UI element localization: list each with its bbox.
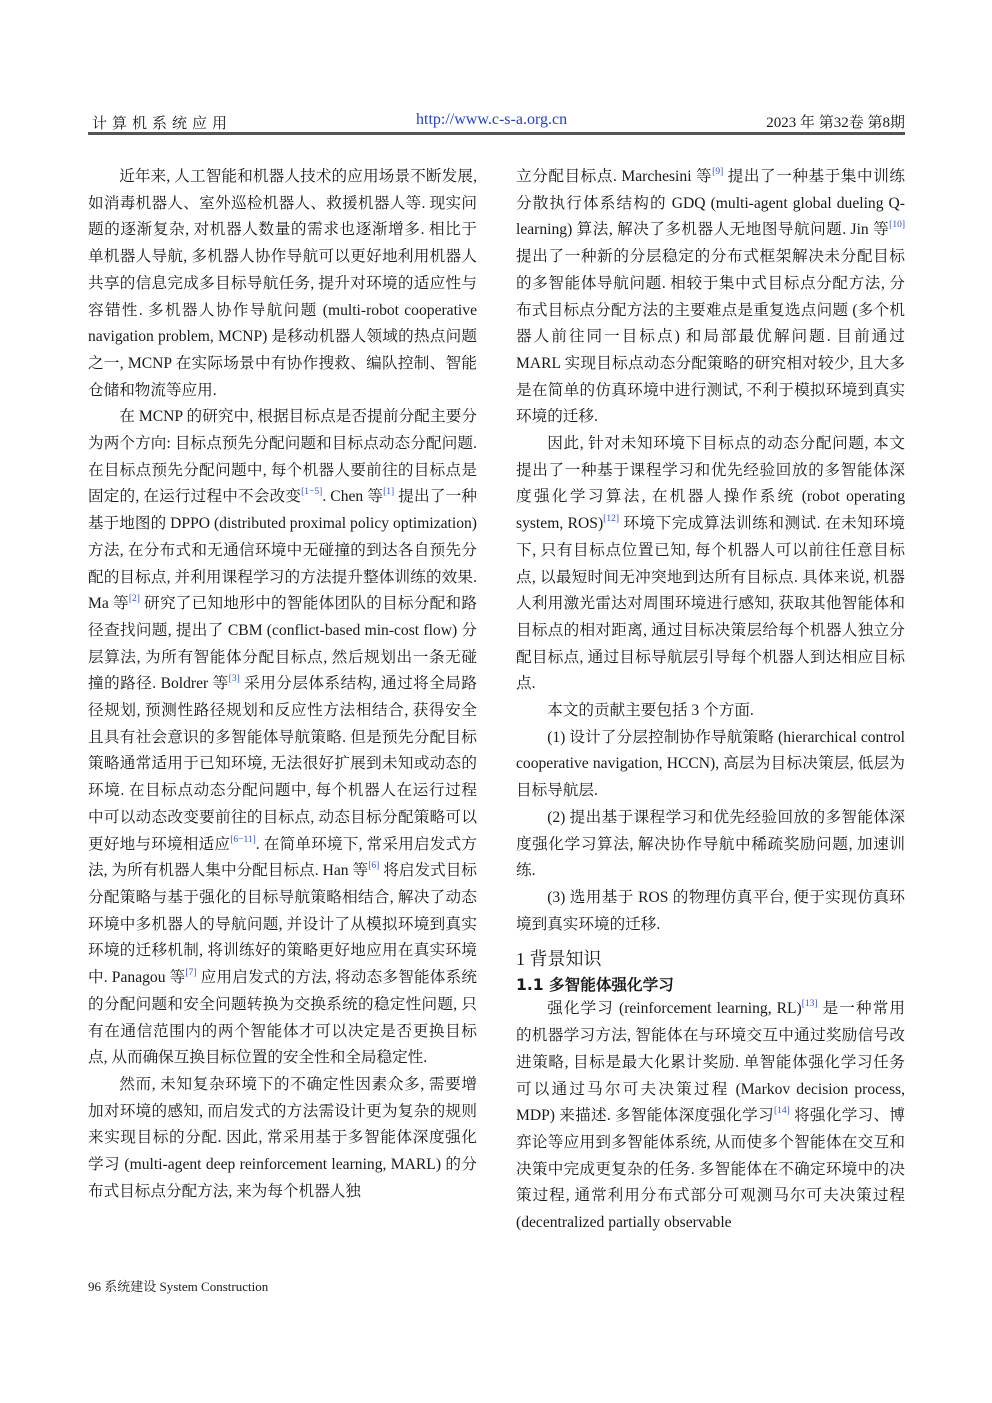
paragraph-text: 因此, 针对未知环境下目标点的动态分配问题, 本文提出了一种基于课程学习和优先经验回放的多智能体深度强化学习算法, 在机器人操作系统 (robot operating system, ROS) (516, 435, 905, 533)
paragraph-text: (2) 提出基于课程学习和优先经验回放的多智能体深度强化学习算法, 解决协作导航中稀疏奖励问题, 加速训练. (516, 808, 905, 880)
paragraph-text: . Chen 等 (322, 488, 384, 506)
paragraph (516, 885, 905, 938)
paragraph-text: 在 MCNP 的研究中, 根据目标点是否提前分配主要分为两个方向: 目标点预先分配问题和目标点动态分配问题. 在目标点预先分配问题中, 每个机器人要前往的目标点是固定的, 在运行过程中不会改变 (88, 408, 477, 506)
citation-link[interactable]: [1] (383, 487, 395, 498)
subsection-heading: 1.1 多智能体强化学习 (516, 976, 674, 995)
paragraph-text: 本文的贡献主要包括 3 个方面. (547, 702, 754, 720)
journal-name: 计算机系统应用 (92, 116, 233, 132)
paragraph-text: 立分配目标点. Marchesini 等 (516, 168, 713, 185)
paragraph (88, 1072, 477, 1206)
paragraph-text: 提出了一种新的分层稳定的分布式框架解决未分配目标的多智能体导航问题. 相较于集中式目标点分配方法, 分布式目标点分配方法的主要难点是重复选点问题 (多个机器人前往同一目标点) 和局部最优解问题. 目前通过 MARL 实现目标点动态分配策略的研究相对较少, 且大多是在简单的仿真环境中进行测试, 不利于模拟环境到真实环境的迁移. (516, 248, 905, 426)
citation-link[interactable]: [13] (801, 999, 818, 1010)
paragraph-text: 将强化学习、博弈论等应用到多智能体系统, 从而使多个智能体在交互和决策中完成更复杂的任务. 多智能体在不确定环境中的决策过程, 通常利用分布式部分可观测马尔可夫决策过程 (decentralized partially observable (516, 1107, 906, 1232)
paragraph-text: 是一种常用的机器学习方法, 智能体在与环境交互中通过奖励信号改进策略, 目标是最大化累计奖励. 单智能体强化学习任务可以通过马尔可夫决策过程 (Markov decision process, MDP) 来描述. 多智能体深度强化学习 (516, 1000, 905, 1125)
paragraph (516, 996, 905, 1236)
paragraph-text: 应用启发式的方法, 将动态多智能体系统的分配问题和安全问题转换为交换系统的稳定性问题, 只有在通信范围内的两个智能体才可以决定是否更换目标点, 从而确保互换目标位置的安全性和全局稳定性. (88, 969, 477, 1067)
right-column (516, 164, 905, 1237)
paragraph-text: 将启发式目标分配策略与基于强化的目标导航策略相结合, 解决了动态环境中多机器人的导航问题, 并设计了从模拟环境到真实环境的迁移机制, 将训练好的策略更好地应用在真实环境中. Panagou 等 (88, 862, 477, 987)
paragraph (88, 164, 477, 404)
paragraph (88, 404, 477, 1072)
paragraph (516, 164, 905, 431)
citation-link[interactable]: [6] (368, 861, 380, 872)
paragraph-text: . 在简单环境下, 常采用启发式方法, 为所有机器人集中分配目标点. Han 等 (88, 835, 477, 880)
issue-info: 2023 年 第32卷 第8期 (766, 115, 905, 131)
citation-link[interactable]: [6−11] (230, 834, 256, 845)
paragraph-text: 采用分层体系结构, 通过将全局路径规划, 预测性路径规划和反应性方法相结合, 获得安全且具有社会意识的多智能体导航策略. 但是预先分配目标策略通常适用于已知环境, 无法很好扩展到未知或动态的环境. 在目标点动态分配问题中, 每个机器人在运行过程中可以动态改变要前往的目标点, 动态目标分配策略可以更好地与环境相适应 (88, 675, 477, 853)
paragraph (516, 805, 905, 885)
citation-link[interactable]: [7] (185, 968, 197, 979)
section-heading: 1 背景知识 (516, 949, 602, 970)
header-rule (88, 132, 905, 135)
running-header (88, 110, 905, 132)
citation-link[interactable]: [12] (603, 514, 619, 525)
paragraph-text: 研究了已知地形中的智能体团队的目标分配和路径查找问题, 提出了 CBM (conflict-based min-cost flow) 分层算法, 为所有智能体分配目标点, 然后规划出一条无碰撞的路径. Boldrer 等 (88, 595, 477, 693)
citation-link[interactable]: [9] (712, 167, 724, 177)
citation-link[interactable]: [14] (773, 1106, 790, 1117)
paragraph (516, 698, 905, 725)
paragraph-text: 强化学习 (reinforcement learning, RL) (547, 1000, 802, 1018)
paragraph (516, 725, 905, 805)
journal-url-link[interactable]: http://www.c-s-a.org.cn (416, 111, 568, 128)
paragraph-text: 提出了一种基于集中训练分散执行体系结构的 GDQ (multi-agent global dueling Q-learning) 算法, 解决了多机器人无地图导航问题. Jin 等 (516, 168, 905, 239)
paragraph (516, 431, 905, 698)
paragraph-text: 近年来, 人工智能和机器人技术的应用场景不断发展, 如消毒机器人、室外巡检机器人、救援机器人等. 现实问题的逐渐复杂, 对机器人数量的需求也逐渐增多. 相比于单机器人导航, 多机器人协作导航可以更好地利用机器人共享的信息完成多目标导航任务, 提升对环境的适应性与容错性. 多机器人协作导航问题 (multi-robot cooperative navigation problem, MCNP) 是移动机器人领域的热点问题之一, MCNP 在实际场景中有协作搜救、编队控制、智能仓储和物流等应用. (88, 168, 477, 399)
paragraph-text: (1) 设计了分层控制协作导航策略 (hierarchical control cooperative navigation, HCCN), 高层为目标决策层, 低层为目标导航层. (516, 728, 905, 800)
paragraph-text: (3) 选用基于 ROS 的物理仿真平台, 便于实现仿真环境到真实环境的迁移. (516, 888, 905, 933)
paragraph-text: 提出了一种基于地图的 DPPO (distributed proximal policy optimization) 方法, 在分布式和无通信环境中无碰撞的到达各自预先分配的目标点, 并利用课程学习的方法提升整体训练的效果. Ma 等 (88, 488, 477, 613)
citation-link[interactable]: [3] (228, 674, 240, 685)
citation-link[interactable]: [1−5] (301, 487, 323, 498)
left-column (88, 164, 477, 1205)
paragraph-text: 然而, 未知复杂环境下的不确定性因素众多, 需要增加对环境的感知, 而启发式的方法需设计更为复杂的规则来实现目标的分配. 因此, 常采用基于多智能体深度强化学习 (multi-agent deep reinforcement learning, MARL) 的分布式目标点分配方法, 来为每个机器人独 (88, 1075, 477, 1200)
paragraph-text: 环境下完成算法训练和测试. 在未知环境下, 只有目标点位置已知, 每个机器人可以前往任意目标点, 以最短时间无冲突地到达所有目标点. 具体来说, 机器人利用激光雷达对周围环境进行感知, 获取其他智能体和目标点的相对距离, 通过目标决策层给每个机器人独立分配目标点, 通过目标导航层引导每个机器人到达相应目标点. (516, 515, 905, 693)
citation-link[interactable]: [10] (889, 220, 905, 231)
page-footer: 96 系统建设 System Construction (88, 1279, 269, 1294)
citation-link[interactable]: [2] (128, 594, 140, 605)
